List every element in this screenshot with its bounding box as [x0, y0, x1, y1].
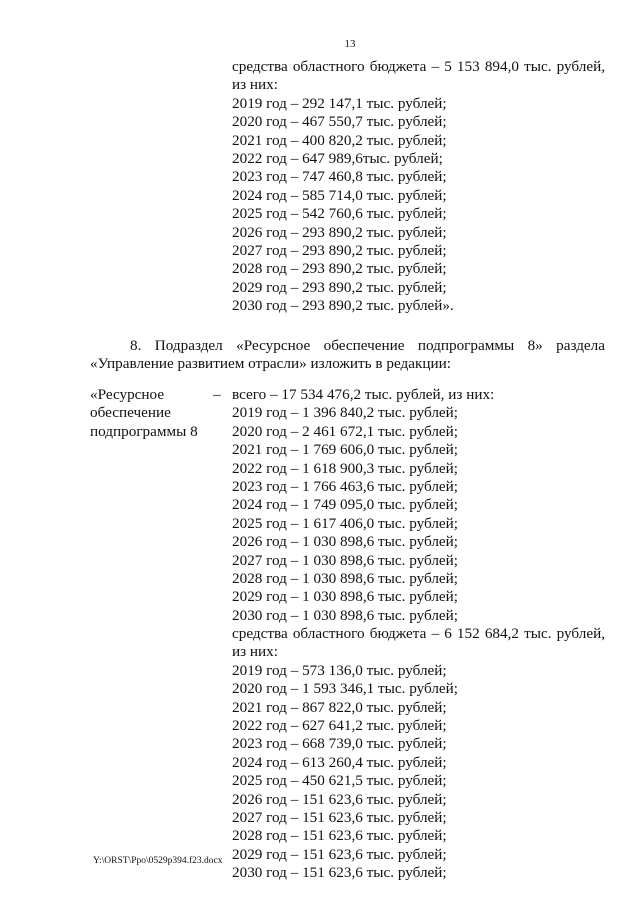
year-line: 2022 год – 627 641,2 тыс. рублей; [232, 717, 447, 735]
year-line: 2026 год – 1 030 898,6 тыс. рублей; [232, 533, 459, 551]
footer-file-path: Y:\ORST\Ppo\0529p394.f23.docx [93, 856, 223, 866]
year-line: 2021 год – 400 820,2 тыс. рублей; [232, 131, 447, 149]
year-line: 2027 год – 151 623,6 тыс. рублей; [232, 808, 447, 826]
regional-budget-block [232, 58, 605, 315]
year-line: 2024 год – 613 260,4 тыс. рублей; [232, 753, 447, 771]
label-line: подпрограммы 8 [90, 422, 198, 440]
year-line: 2022 год – 647 989,6тыс. рублей; [232, 149, 443, 167]
year-line: 2028 год – 293 890,2 тыс. рублей; [232, 260, 447, 278]
paragraph-line: 8. Подраздел «Ресурсное обеспечение подпрограммы 8» раздела [130, 337, 605, 354]
year-line: 2026 год – 293 890,2 тыс. рублей; [232, 223, 447, 241]
regional-subheader: из них: [232, 643, 278, 661]
year-line: 2019 год – 292 147,1 тыс. рублей; [232, 94, 447, 112]
year-line: 2024 год – 585 714,0 тыс. рублей; [232, 186, 447, 204]
year-line: 2025 год – 1 617 406,0 тыс. рублей; [232, 514, 459, 532]
year-line: 2030 год – 1 030 898,6 тыс. рублей; [232, 606, 459, 624]
label-line: «Ресурсное [90, 386, 165, 403]
year-line: 2019 год – 573 136,0 тыс. рублей; [232, 661, 447, 679]
page-number: 13 [344, 38, 356, 50]
regional-budget-header: средства областного бюджета – 5 153 894,0 тыс. рублей, [232, 58, 605, 75]
year-line: 2029 год – 1 030 898,6 тыс. рублей; [232, 588, 459, 606]
year-line: 2021 год – 1 769 606,0 тыс. рублей; [232, 441, 459, 459]
year-line: 2021 год – 867 822,0 тыс. рублей; [232, 698, 447, 716]
year-line: 2020 год – 467 550,7 тыс. рублей; [232, 113, 447, 131]
year-line: 2023 год – 668 739,0 тыс. рублей; [232, 735, 447, 753]
year-line: 2022 год – 1 618 900,3 тыс. рублей; [232, 459, 459, 477]
table-dash: – [213, 386, 221, 403]
year-line: 2025 год – 450 621,5 тыс. рублей; [232, 772, 447, 790]
year-line: 2019 год – 1 396 840,2 тыс. рублей; [232, 404, 459, 422]
year-line: 2024 год – 1 749 095,0 тыс. рублей; [232, 496, 459, 514]
year-line: 2020 год – 1 593 346,1 тыс. рублей; [232, 680, 459, 698]
year-line: 2030 год – 151 623,6 тыс. рублей; [232, 864, 447, 882]
year-line: 2025 год – 542 760,6 тыс. рублей; [232, 205, 447, 223]
year-line: 2029 год – 293 890,2 тыс. рублей; [232, 278, 447, 296]
year-line: 2027 год – 1 030 898,6 тыс. рублей; [232, 551, 459, 569]
year-line: 2026 год – 151 623,6 тыс. рублей; [232, 790, 447, 808]
total-line: всего – 17 534 476,2 тыс. рублей, из них: [232, 386, 495, 403]
table-value-cell [232, 386, 605, 883]
year-line: 2028 год – 1 030 898,6 тыс. рублей; [232, 569, 459, 587]
table-label-cell [90, 386, 210, 441]
year-line: 2029 год – 151 623,6 тыс. рублей; [232, 845, 447, 863]
year-line: 2023 год – 747 460,8 тыс. рублей; [232, 168, 447, 186]
paragraph-line: «Управление развитием отрасли» изложить в редакции: [90, 355, 451, 373]
total-year-list [232, 404, 605, 625]
year-line: 2030 год – 293 890,2 тыс. рублей». [232, 297, 454, 315]
year-line: 2028 год – 151 623,6 тыс. рублей; [232, 827, 447, 845]
label-line: обеспечение [90, 404, 171, 422]
year-line: 2023 год – 1 766 463,6 тыс. рублей; [232, 477, 459, 495]
year-line: 2020 год – 2 461 672,1 тыс. рублей; [232, 422, 459, 440]
regional-budget-subheader: из них: [232, 76, 278, 94]
regional-year-list [232, 662, 605, 883]
amendment-paragraph [90, 337, 605, 374]
regional-header: средства областного бюджета – 6 152 684,2 тыс. рублей, [232, 625, 605, 643]
year-list [232, 95, 605, 316]
year-line: 2027 год – 293 890,2 тыс. рублей; [232, 241, 447, 259]
